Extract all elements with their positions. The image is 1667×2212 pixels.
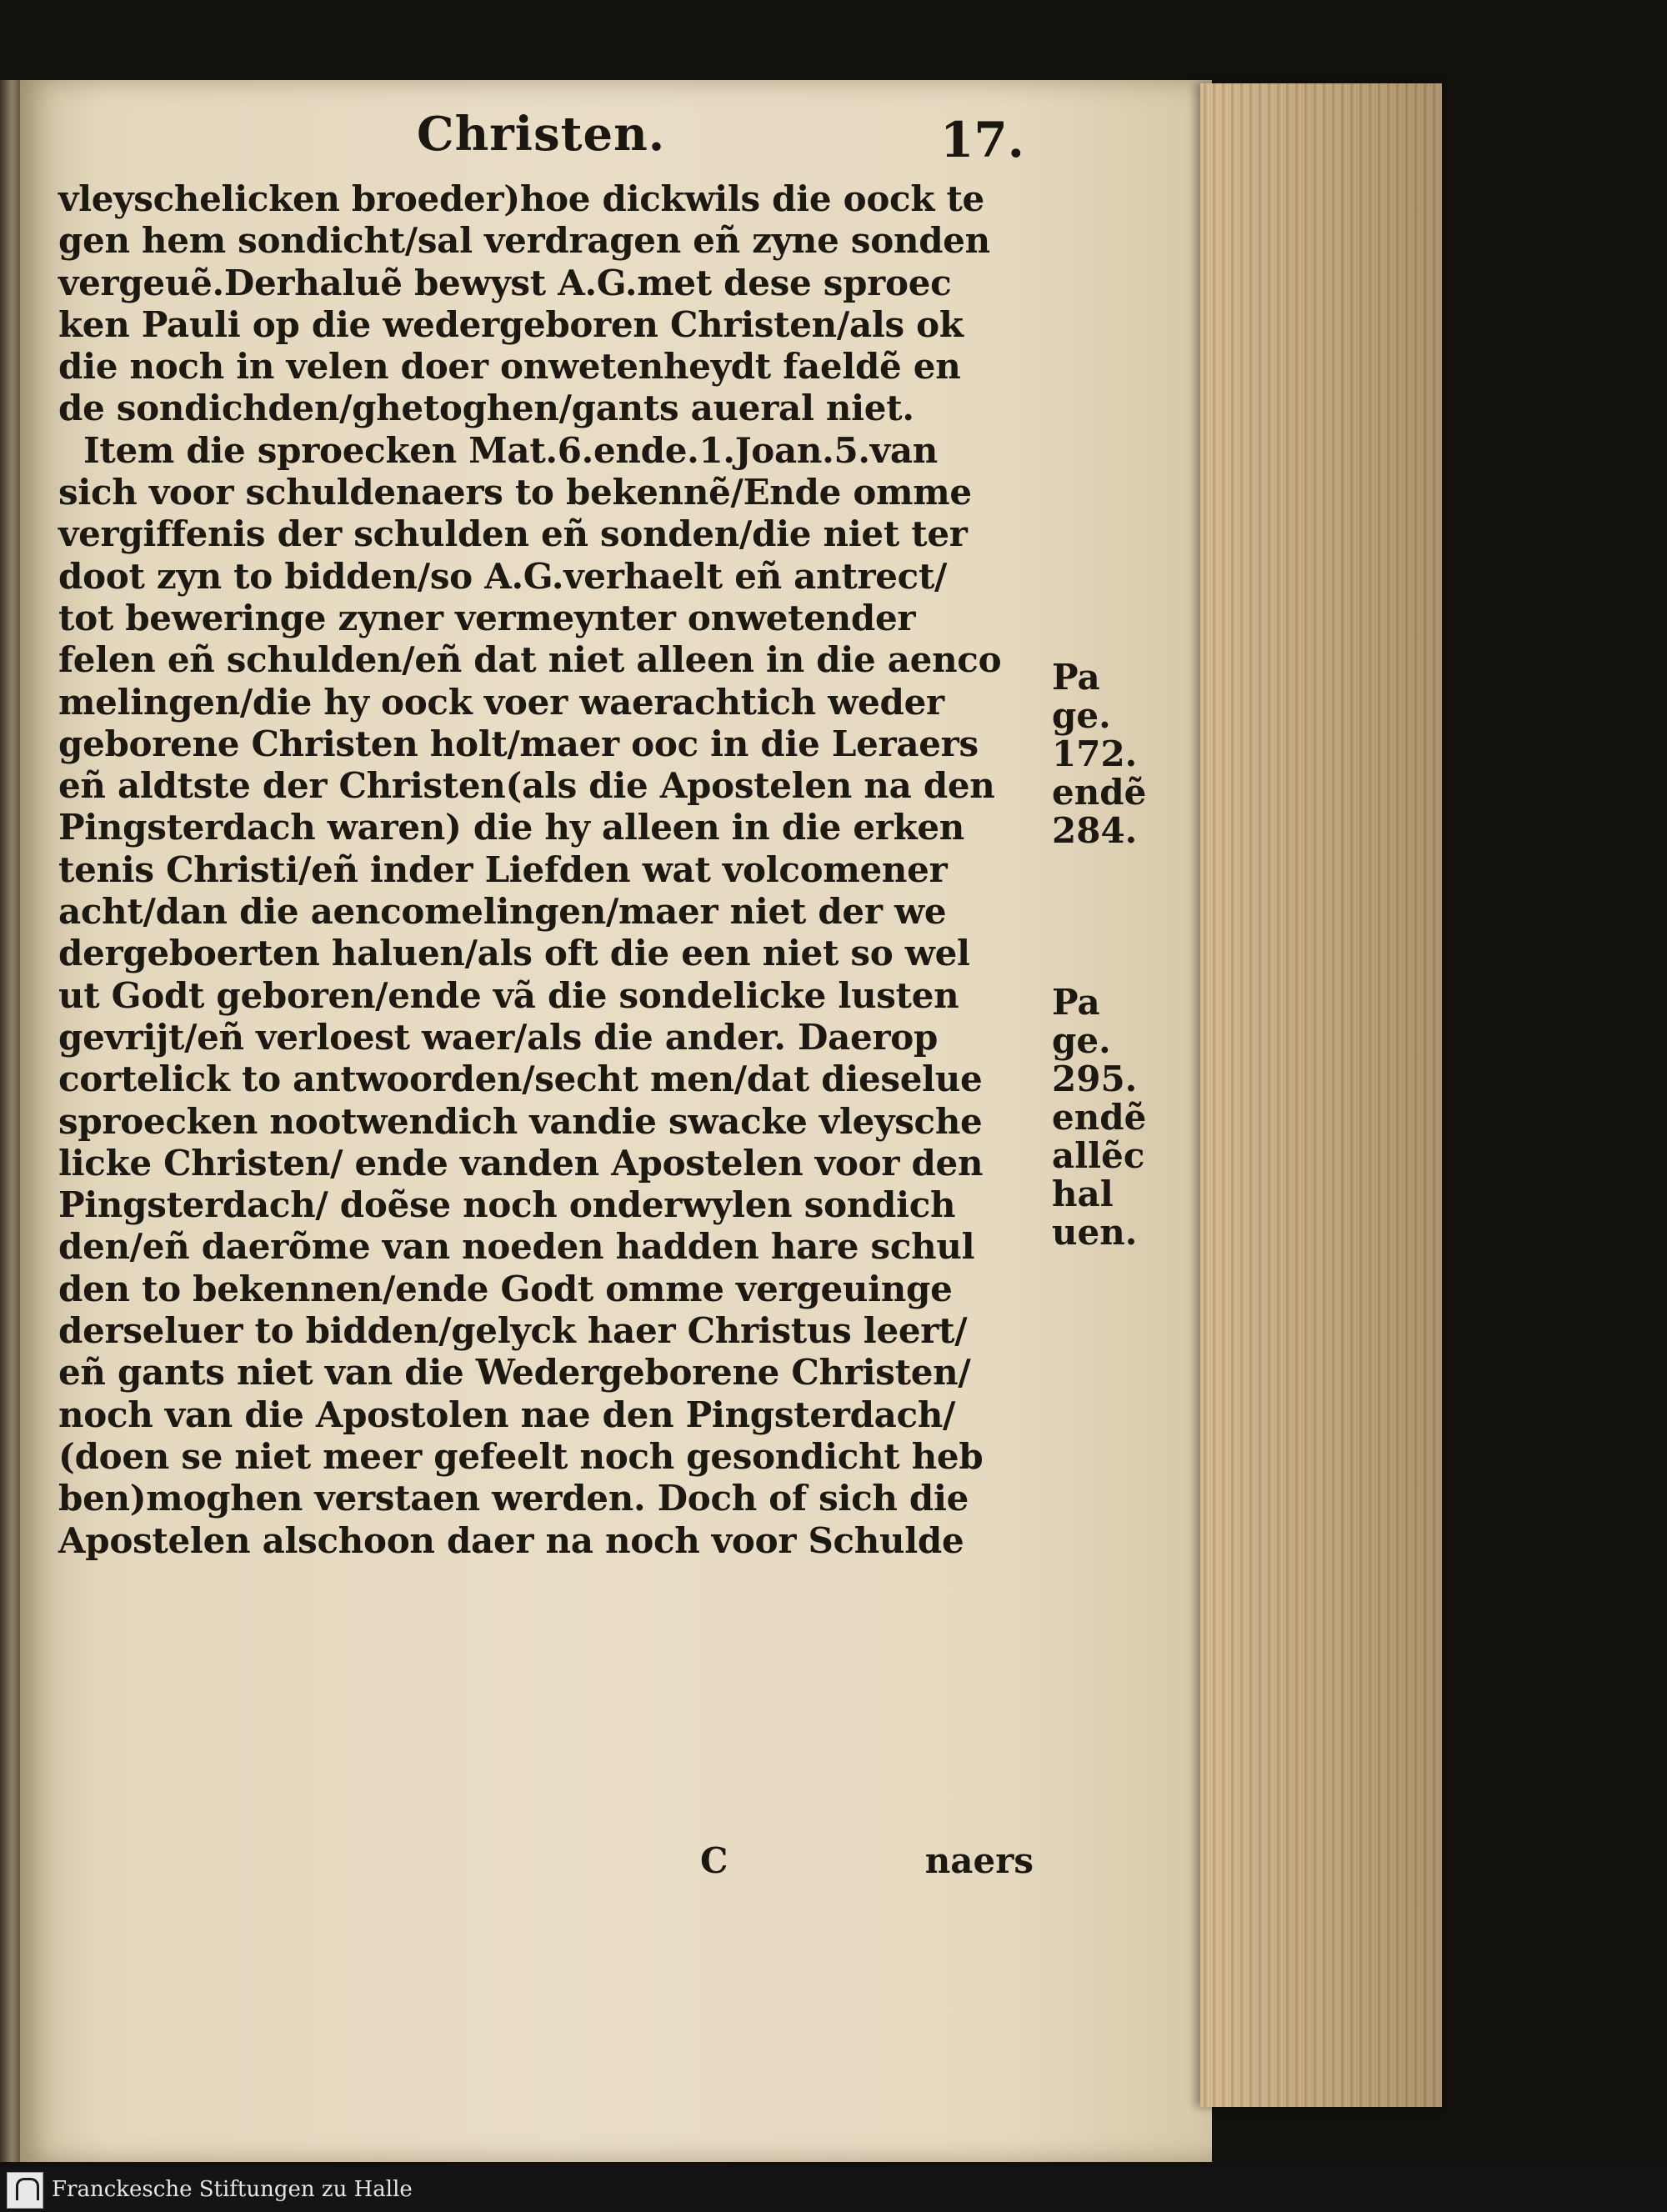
margin-note-line: 284. — [1052, 810, 1138, 851]
text-line: ut Godt geboren/ende vã die sondelicke lusten — [58, 974, 959, 1016]
margin-note-line: 172. — [1052, 733, 1138, 774]
margin-note-line: hal — [1052, 1174, 1114, 1214]
text-line: (doen se niet meer gefeelt noch gesondicht heb — [58, 1435, 984, 1477]
margin-note-2 — [1052, 983, 1152, 1252]
footer-credit: Franckesche Stiftungen zu Halle — [52, 2177, 413, 2202]
text-line: Pingsterdach/ doẽse noch onderwylen sondich — [58, 1184, 956, 1226]
text-line: licke Christen/ ende vanden Apostelen voor den — [58, 1142, 984, 1184]
left-page-edge — [0, 80, 22, 2162]
text-line: vergiffenis der schulden eñ sonden/die niet ter — [58, 513, 968, 555]
margin-note-line: ge. — [1052, 695, 1111, 736]
folio-number: 17. — [940, 112, 1024, 168]
text-line: dergeboerten haluen/als oft die een niet so wel — [58, 933, 970, 974]
institution-logo-icon — [7, 2172, 43, 2209]
text-line: melingen/die hy oock voer waerachtich weder — [58, 681, 944, 723]
margin-note-1 — [1052, 658, 1152, 850]
text-line: sproecken nootwendich vandie swacke vleysche — [58, 1100, 983, 1142]
margin-note-line: endẽ — [1052, 772, 1147, 813]
text-line: cortelick to antwoorden/secht men/dat dieselue — [58, 1058, 983, 1100]
text-line: derseluer to bidden/gelyck haer Christus leert/ — [58, 1310, 968, 1352]
text-line: de sondichden/ghetoghen/gants aueral niet. — [58, 388, 914, 429]
text-line: tenis Christi/eñ inder Liefden wat volcomener — [58, 848, 948, 890]
text-line: geborene Christen holt/maer ooc in die Leraers — [58, 723, 979, 764]
text-line: ben)moghen verstaen werden. Doch of sich die — [58, 1478, 969, 1519]
text-line: acht/dan die aencomelingen/maer niet der we — [58, 891, 947, 933]
margin-note-line: 295. — [1052, 1058, 1138, 1099]
text-line: felen eñ schulden/eñ dat niet alleen in die aenco — [58, 639, 1002, 681]
margin-note-line: Pa — [1052, 982, 1100, 1023]
text-line: eñ gants niet van die Wedergeborene Christen/ — [58, 1352, 971, 1394]
text-line: vleyschelicken broeder)hoe dickwils die oock te — [58, 178, 984, 219]
text-line: Item die sproecken Mat.6.ende.1.Joan.5.van — [83, 429, 938, 471]
footer-bar — [0, 2167, 1667, 2212]
text-line: tot beweringe zyner vermeynter onwetender — [58, 597, 916, 638]
body-text — [58, 178, 1042, 1562]
text-line: den/eñ daerõme van noeden hadden hare schul — [58, 1226, 975, 1268]
margin-note-line: uen. — [1052, 1212, 1138, 1253]
text-line: sich voor schuldenaers to bekennẽ/Ende omme — [58, 472, 972, 513]
running-head: Christen. — [417, 107, 666, 162]
text-line: vergeuẽ.Derhaluẽ bewyst A.G.met dese sproec — [58, 262, 952, 303]
text-line: Pingsterdach waren) die hy alleen in die erken — [58, 807, 965, 848]
text-line: gevrijt/eñ verloest waer/als die ander. Daerop — [58, 1016, 939, 1058]
text-line: die noch in velen doer onwetenheydt faeldẽ en — [58, 346, 961, 388]
text-line: ken Pauli op die wedergeboren Christen/als ok — [58, 303, 964, 345]
signature-mark: C — [700, 1840, 728, 1881]
page-fore-edge — [1200, 83, 1442, 2107]
catchword: naers — [924, 1840, 1034, 1881]
text-line: eñ aldtste der Christen(als die Apostelen na den — [58, 765, 995, 807]
text-line: Apostelen alschoon daer na noch voor Schulde — [58, 1519, 964, 1561]
text-line: den to bekennen/ende Godt omme vergeuinge — [58, 1268, 953, 1309]
text-line: doot zyn to bidden/so A.G.verhaelt eñ antrect/ — [58, 555, 948, 597]
margin-note-line: Pa — [1052, 657, 1100, 698]
margin-note-line: endẽ — [1052, 1097, 1147, 1138]
margin-note-line: allẽc — [1052, 1135, 1145, 1176]
margin-note-line: ge. — [1052, 1020, 1111, 1061]
text-line: gen hem sondicht/sal verdragen eñ zyne sonden — [58, 220, 990, 262]
signature-line — [58, 1840, 1042, 1890]
text-line: noch van die Apostolen nae den Pingsterdach/ — [58, 1394, 956, 1435]
